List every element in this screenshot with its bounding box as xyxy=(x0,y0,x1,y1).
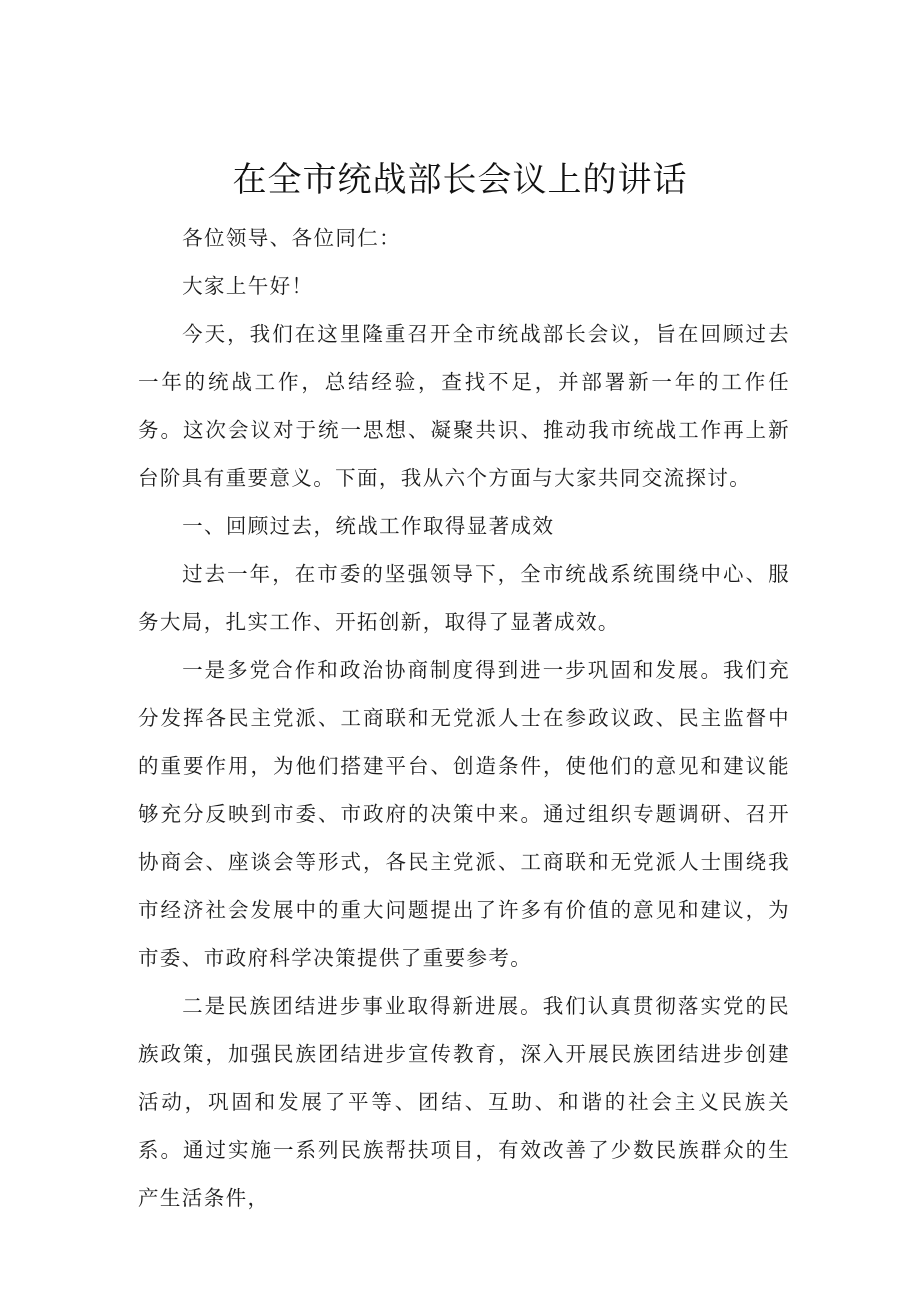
greeting-paragraph: 大家上午好！ xyxy=(182,274,314,298)
review-paragraph: 过去一年，在市委的坚强领导下，全市统战系统围绕中心、服务大局，扎实工作、开拓创新，取得了显著成效。 xyxy=(138,562,790,634)
ethnic-unity-paragraph: 二是民族团结进步事业取得新进展。我们认真贯彻落实党的民族政策，加强民族团结进步宣传教育，深入开展民族团结进步创建活动，巩固和发展了平等、团结、互助、和谐的社会主义民族关系。通过实施一系列民族帮扶项目，有效改善了少数民族群众的生产生活条件， xyxy=(138,994,790,1210)
salutation-paragraph: 各位领导、各位同仁： xyxy=(182,226,402,250)
section-heading: 一、回顾过去，统战工作取得显著成效 xyxy=(182,514,555,538)
multi-party-paragraph: 一是多党合作和政治协商制度得到进一步巩固和发展。我们充分发挥各民主党派、工商联和无党派人士在参政议政、民主监督中的重要作用，为他们搭建平台、创造条件，使他们的意见和建议能够充分反映到市委、市政府的决策中来。通过组织专题调研、召开协商会、座谈会等形式，各民主党派、工商联和无党派人士围绕我市经济社会发展中的重大问题提出了许多有价值的意见和建议，为市委、市政府科学决策提供了重要参考。 xyxy=(138,658,790,970)
document-body xyxy=(138,214,790,1222)
document-title: 在全市统战部长会议上的讲话 xyxy=(232,160,688,200)
intro-paragraph: 今天，我们在这里隆重召开全市统战部长会议，旨在回顾过去一年的统战工作，总结经验，查找不足，并部署新一年的工作任务。这次会议对于统一思想、凝聚共识、推动我市统战工作再上新台阶具有重要意义。下面，我从六个方面与大家共同交流探讨。 xyxy=(138,322,790,490)
